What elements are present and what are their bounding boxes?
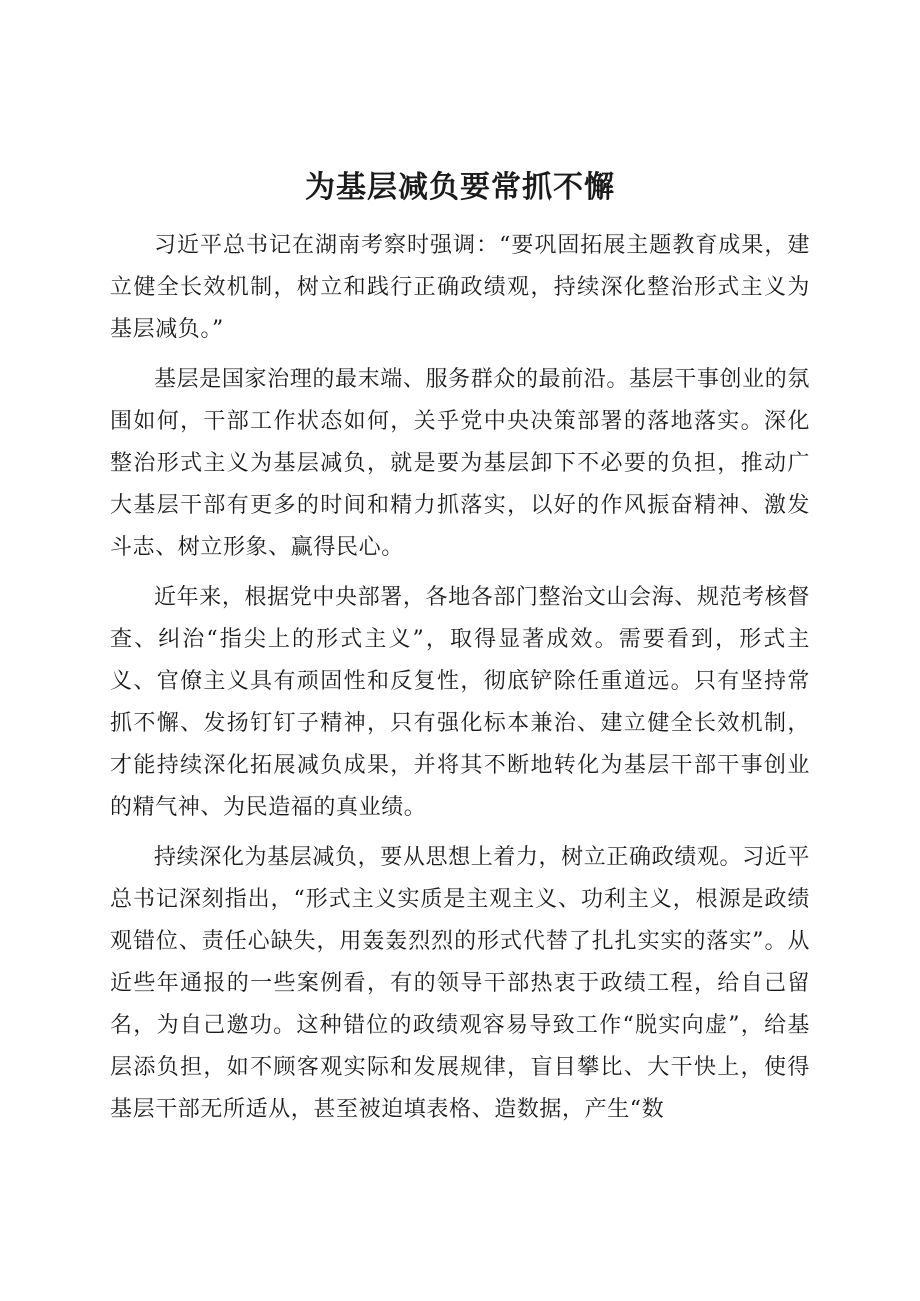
- paragraph-3: 近年来，根据党中央部署，各地各部门整治文山会海、规范考核督查、纠治“指尖上的形式主义”，取得显著成效。需要看到，形式主义、官僚主义具有顽固性和反复性，彻底铲除任重道远。只有坚持常抓不懈、发扬钉钉子精神，只有强化标本兼治、建立健全长效机制，才能持续深化拓展减负成果，并将其不断地转化为基层干部干事创业的精气神、为民造福的真业绩。: [110, 585, 810, 820]
- paragraph-1: 习近平总书记在湖南考察时强调：“要巩固拓展主题教育成果，建立健全长效机制，树立和践行正确政绩观，持续深化整治形式主义为基层减负。”: [110, 233, 810, 342]
- paragraph-2: 基层是国家治理的最末端、服务群众的最前沿。基层干事创业的氛围如何，干部工作状态如何，关乎党中央决策部署的落地落实。深化整治形式主义为基层减负，就是要为基层卸下不必要的负担，推动广大基层干部有更多的时间和精力抓落实，以好的作风振奋精神、激发斗志、树立形象、赢得民心。: [110, 367, 810, 560]
- document-title: 为基层减负要常抓不懈: [305, 170, 615, 205]
- document-body: [110, 225, 810, 1131]
- paragraph-4: 持续深化为基层减负，要从思想上着力，树立正确政绩观。习近平总书记深刻指出，“形式主义实质是主观主义、功利主义，根源是政绩观错位、责任心缺失，用轰轰烈烈的形式代替了扎扎实实的落实”。从近些年通报的一些案例看，有的领导干部热衷于政绩工程，给自己留名，为自己邀功。这种错位的政绩观容易导致工作“脱实向虚”，给基层添负担，如不顾客观实际和发展规律，盲目攀比、大干快上，使得基层干部无所适从，甚至被迫填表格、造数据，产生“数: [110, 845, 810, 1122]
